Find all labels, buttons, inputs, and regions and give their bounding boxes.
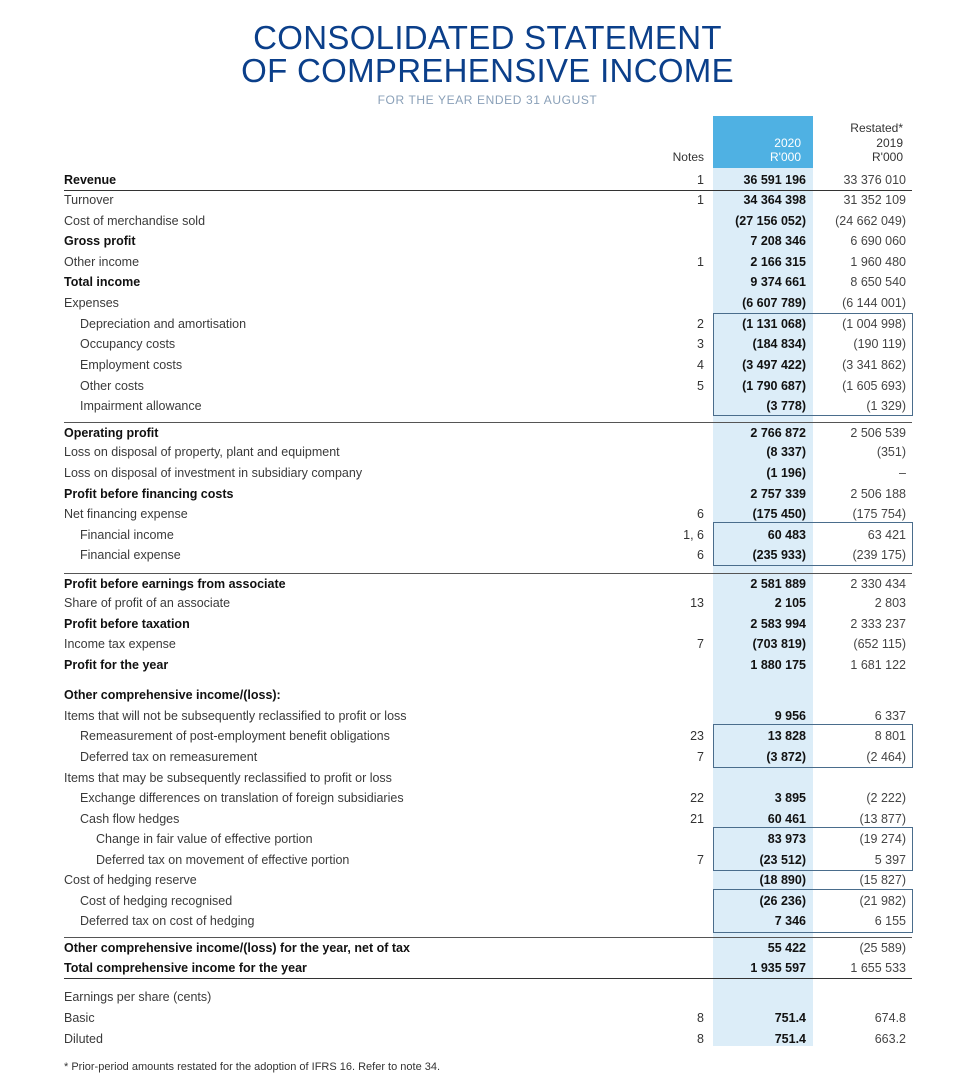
row-value-2019: (190 119) bbox=[853, 337, 906, 351]
row-value-2020: (3 497 422) bbox=[742, 358, 806, 372]
table-row bbox=[64, 170, 912, 191]
row-label: Basic bbox=[64, 1011, 95, 1025]
row-value-2019: 2 506 539 bbox=[850, 426, 906, 440]
row-value-2019: (3 341 862) bbox=[842, 358, 906, 372]
row-value-2019: 8 650 540 bbox=[850, 275, 906, 289]
table-row bbox=[64, 593, 912, 613]
page-subtitle: FOR THE YEAR ENDED 31 AUGUST bbox=[377, 93, 598, 107]
row-label: Financial income bbox=[80, 528, 174, 542]
year-2019-header: 2019 bbox=[876, 136, 903, 150]
expense-breakdown-box bbox=[713, 313, 913, 416]
table-row bbox=[64, 788, 912, 808]
row-value-2019: (13 877) bbox=[859, 812, 906, 826]
row-value-2019: 63 421 bbox=[867, 528, 906, 542]
row-value-2019: (652 115) bbox=[853, 637, 906, 651]
row-label: Depreciation and amortisation bbox=[80, 317, 247, 331]
row-label: Other comprehensive income/(loss) for the year, net of tax bbox=[64, 941, 410, 955]
row-label: Other income bbox=[64, 255, 140, 269]
row-note: 22 bbox=[690, 791, 704, 805]
row-value-2019: (1 004 998) bbox=[842, 317, 906, 331]
year-2020-header: 2020 bbox=[774, 136, 801, 150]
row-label: Other comprehensive income/(loss): bbox=[64, 688, 281, 702]
cash-flow-hedge-breakdown-box bbox=[713, 827, 913, 871]
row-value-2020: (8 337) bbox=[766, 445, 806, 459]
row-value-2020: (27 156 052) bbox=[735, 214, 806, 228]
table-row bbox=[64, 422, 912, 443]
row-label: Other costs bbox=[80, 379, 144, 393]
row-value-2020: (703 819) bbox=[752, 637, 806, 651]
table-row bbox=[64, 272, 912, 292]
row-value-2020: (26 236) bbox=[759, 894, 806, 908]
table-row bbox=[64, 293, 912, 313]
row-label: Profit before earnings from associate bbox=[64, 577, 286, 591]
row-value-2019: (175 754) bbox=[852, 507, 906, 521]
row-value-2019: (351) bbox=[876, 445, 906, 459]
row-value-2020: (3 778) bbox=[766, 399, 806, 413]
table-row bbox=[64, 706, 912, 726]
row-value-2020: (175 450) bbox=[752, 507, 806, 521]
table-row bbox=[64, 463, 912, 483]
row-label: Loss on disposal of investment in subsidiary company bbox=[64, 466, 363, 480]
row-value-2020: 2 757 339 bbox=[750, 487, 806, 501]
row-label: Profit before taxation bbox=[64, 617, 190, 631]
row-label: Profit before financing costs bbox=[64, 487, 234, 501]
row-label: Revenue bbox=[64, 173, 117, 187]
row-label: Cost of hedging recognised bbox=[80, 894, 233, 908]
row-label: Change in fair value of effective portion bbox=[96, 832, 313, 846]
table-row bbox=[64, 190, 912, 210]
row-value-2020: 2 581 889 bbox=[750, 577, 806, 591]
row-value-2020: 751.4 bbox=[774, 1011, 806, 1025]
row-label: Profit for the year bbox=[64, 658, 169, 672]
row-label: Occupancy costs bbox=[80, 337, 176, 351]
row-label: Diluted bbox=[64, 1032, 103, 1046]
year-2019-restated-header: Restated* bbox=[850, 121, 903, 135]
row-value-2020: 1 880 175 bbox=[750, 658, 806, 672]
year-2020-unit: R'000 bbox=[770, 150, 801, 164]
row-value-2019: 5 397 bbox=[874, 853, 906, 867]
row-value-2020: 55 422 bbox=[767, 941, 806, 955]
row-value-2019: 1 960 480 bbox=[850, 255, 906, 269]
notes-header: Notes bbox=[672, 150, 704, 164]
row-value-2020: (23 512) bbox=[759, 853, 806, 867]
row-value-2019: (239 175) bbox=[852, 548, 906, 562]
row-value-2020: (1 131 068) bbox=[742, 317, 806, 331]
row-note: 7 bbox=[697, 750, 704, 764]
table-row bbox=[64, 634, 912, 654]
row-value-2019: 674.8 bbox=[874, 1011, 906, 1025]
table-row bbox=[64, 809, 912, 829]
financing-breakdown-box bbox=[713, 522, 913, 566]
table-row bbox=[64, 504, 912, 524]
row-value-2020: 751.4 bbox=[774, 1032, 806, 1046]
row-value-2020: 13 828 bbox=[767, 729, 806, 743]
row-note: 1 bbox=[697, 173, 704, 187]
table-row bbox=[64, 211, 912, 231]
row-note: 2 bbox=[697, 317, 704, 331]
row-note: 23 bbox=[690, 729, 704, 743]
row-note: 6 bbox=[697, 548, 704, 562]
page-title-line1: CONSOLIDATED STATEMENT bbox=[253, 19, 722, 56]
row-value-2020: (6 607 789) bbox=[742, 296, 806, 310]
row-note: 1, 6 bbox=[683, 528, 704, 542]
row-value-2020: 34 364 398 bbox=[743, 193, 806, 207]
row-value-2020: 7 346 bbox=[774, 914, 806, 928]
row-value-2020: 83 973 bbox=[767, 832, 806, 846]
row-value-2020: 60 461 bbox=[767, 812, 806, 826]
row-value-2020: (18 890) bbox=[759, 873, 806, 887]
row-value-2020: 9 956 bbox=[774, 709, 806, 723]
row-value-2020: (184 834) bbox=[752, 337, 806, 351]
row-value-2019: – bbox=[899, 466, 906, 480]
row-note: 4 bbox=[697, 358, 704, 372]
table-row bbox=[64, 1008, 912, 1028]
row-label: Income tax expense bbox=[64, 637, 176, 651]
row-label: Financial expense bbox=[80, 548, 181, 562]
table-row bbox=[64, 987, 912, 1007]
row-label: Remeasurement of post-employment benefit obligations bbox=[80, 729, 390, 743]
row-note: 1 bbox=[697, 193, 704, 207]
table-row bbox=[64, 870, 912, 890]
table-row bbox=[64, 768, 912, 788]
row-value-2019: 8 801 bbox=[874, 729, 906, 743]
table-row bbox=[64, 655, 912, 675]
row-note: 1 bbox=[697, 255, 704, 269]
row-value-2019: 2 333 237 bbox=[850, 617, 906, 631]
row-value-2020: (235 933) bbox=[752, 548, 806, 562]
row-label: Cost of hedging reserve bbox=[64, 873, 197, 887]
row-label: Impairment allowance bbox=[80, 399, 202, 413]
table-row bbox=[64, 685, 912, 705]
row-value-2019: (2 464) bbox=[866, 750, 906, 764]
row-note: 3 bbox=[697, 337, 704, 351]
row-value-2019: (15 827) bbox=[859, 873, 906, 887]
row-value-2019: 2 506 188 bbox=[850, 487, 906, 501]
table-row bbox=[64, 231, 912, 251]
table-row bbox=[64, 484, 912, 504]
row-note: 13 bbox=[690, 596, 704, 610]
row-value-2020: 2 105 bbox=[774, 596, 806, 610]
remeasurement-breakdown-box bbox=[713, 724, 913, 768]
row-label: Gross profit bbox=[64, 234, 136, 248]
row-value-2019: (24 662 049) bbox=[835, 214, 906, 228]
row-value-2019: 6 155 bbox=[874, 914, 906, 928]
cost-of-hedging-breakdown-box bbox=[713, 889, 913, 933]
row-label: Cash flow hedges bbox=[80, 812, 180, 826]
row-note: 21 bbox=[690, 812, 704, 826]
table-row bbox=[64, 573, 912, 594]
table-row bbox=[64, 442, 912, 462]
row-value-2019: 2 330 434 bbox=[850, 577, 906, 591]
page-title-line2: OF COMPREHENSIVE INCOME bbox=[241, 52, 734, 89]
row-value-2020: (3 872) bbox=[766, 750, 806, 764]
row-label: Total comprehensive income for the year bbox=[64, 961, 307, 975]
row-note: 8 bbox=[697, 1011, 704, 1025]
row-label: Employment costs bbox=[80, 358, 183, 372]
table-row bbox=[64, 937, 912, 958]
row-label: Earnings per share (cents) bbox=[64, 990, 212, 1004]
row-note: 6 bbox=[697, 507, 704, 521]
row-value-2019: (25 589) bbox=[859, 941, 906, 955]
row-value-2019: 33 376 010 bbox=[843, 173, 906, 187]
row-value-2019: 6 337 bbox=[874, 709, 906, 723]
row-value-2020: (1 790 687) bbox=[742, 379, 806, 393]
row-label: Operating profit bbox=[64, 426, 159, 440]
row-label: Turnover bbox=[64, 193, 114, 207]
row-label: Net financing expense bbox=[64, 507, 188, 521]
row-value-2020: 3 895 bbox=[774, 791, 806, 805]
year-2019-unit: R'000 bbox=[872, 150, 903, 164]
table-row bbox=[64, 614, 912, 634]
row-label: Deferred tax on cost of hedging bbox=[80, 914, 255, 928]
row-label: Loss on disposal of property, plant and equipment bbox=[64, 445, 340, 459]
row-note: 7 bbox=[697, 637, 704, 651]
table-row bbox=[64, 958, 912, 979]
row-value-2019: (6 144 001) bbox=[842, 296, 906, 310]
row-value-2019: (2 222) bbox=[866, 791, 906, 805]
row-value-2019: 31 352 109 bbox=[843, 193, 906, 207]
row-value-2019: 2 803 bbox=[874, 596, 906, 610]
table-row bbox=[64, 1029, 912, 1049]
row-value-2020: 7 208 346 bbox=[750, 234, 806, 248]
row-value-2020: 1 935 597 bbox=[750, 961, 806, 975]
row-label: Cost of merchandise sold bbox=[64, 214, 206, 228]
row-value-2020: 2 766 872 bbox=[750, 426, 806, 440]
row-note: 8 bbox=[697, 1032, 704, 1046]
row-note: 5 bbox=[697, 379, 704, 393]
row-label: Share of profit of an associate bbox=[64, 596, 231, 610]
row-value-2019: (1 605 693) bbox=[842, 379, 906, 393]
row-label: Deferred tax on movement of effective portion bbox=[96, 853, 350, 867]
row-label: Items that will not be subsequently reclassified to profit or loss bbox=[64, 709, 407, 723]
row-value-2020: 2 583 994 bbox=[750, 617, 806, 631]
row-value-2019: 663.2 bbox=[874, 1032, 906, 1046]
row-label: Items that may be subsequently reclassified to profit or loss bbox=[64, 771, 392, 785]
row-value-2020: 2 166 315 bbox=[750, 255, 806, 269]
row-value-2019: (19 274) bbox=[859, 832, 906, 846]
row-value-2020: 60 483 bbox=[767, 528, 806, 542]
footnote: * Prior-period amounts restated for the adoption of IFRS 16. Refer to note 34. bbox=[64, 1061, 441, 1073]
row-label: Expenses bbox=[64, 296, 119, 310]
row-value-2019: (21 982) bbox=[859, 894, 906, 908]
row-value-2020: (1 196) bbox=[766, 466, 806, 480]
row-value-2020: 36 591 196 bbox=[743, 173, 806, 187]
row-value-2019: 1 681 122 bbox=[850, 658, 906, 672]
table-row bbox=[64, 252, 912, 272]
row-label: Deferred tax on remeasurement bbox=[80, 750, 258, 764]
row-value-2019: (1 329) bbox=[866, 399, 906, 413]
row-label: Total income bbox=[64, 275, 141, 289]
row-note: 7 bbox=[697, 853, 704, 867]
row-value-2019: 6 690 060 bbox=[850, 234, 906, 248]
row-value-2019: 1 655 533 bbox=[850, 961, 906, 975]
row-value-2020: 9 374 661 bbox=[750, 275, 806, 289]
row-label: Exchange differences on translation of foreign subsidiaries bbox=[80, 791, 404, 805]
